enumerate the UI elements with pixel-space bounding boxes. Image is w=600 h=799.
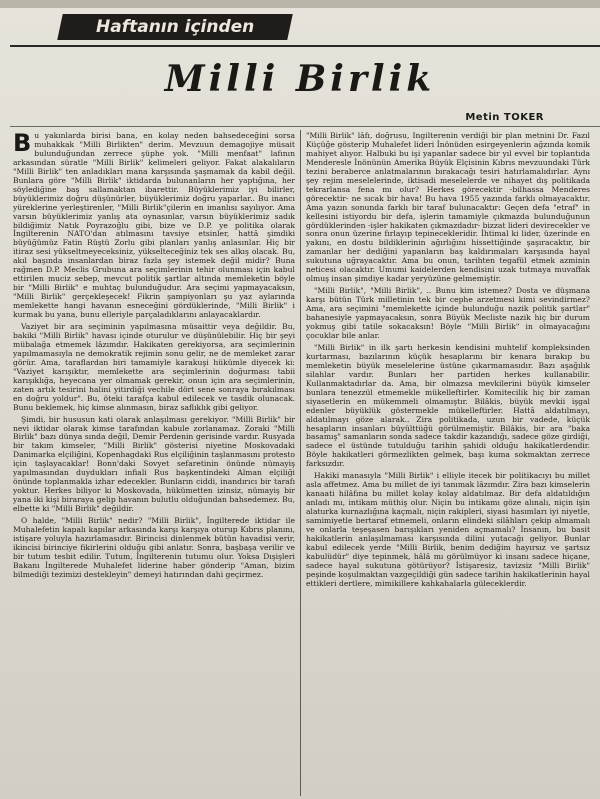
paragraph: "Milli Birlik" lâfı, doğrusu, İngilterenin verdiği bir plan metnini Dr. Fazıl Küçüğe gösterip Muhalefet lideri İnönüden esirgeyenlerin ağzında komik mahiyet alıyor. Halbuki bu işi yapanlar sadece bir yıl evvel bir toplantıda Menderesle İnönünün Amerika Büyük Elçisinin Kıbrıs mevzuundaki Türk tezini beraberce anlatmalarının bırakacağı tesiri hatırlamalıdırlar. Aynı şey rejim meselelerinde, iktisadi meselelerde ve nihayet dış politikada tekrarlansa fena mı olur? Herkes görecektir -bilhassa Menderes görecektir- ne sıcak bir hava! Bu hava 1955 yazında farklı olmayacaktır. Ama yazın sonunda farklı bir taraf bulunacaktır: Geçen defa "etraf" in kellesini istiyordu bir defa, işlerin tamamiyle çıkmazda bulunduğunun gördüklerinden -işler hakikaten çıkmazdadır- bizzat lideri devirecekler ve sonra onun üzerine fırlayıp tepinecekleridir. İhtimal ki lider, üzerinde en yakını, en dostu bildiklerinin ağırlığını hissettiğinde şaşıracaktır, bir zamanlar her dediğini yapanların baş kaldırımaları karşısında hayal sukutuna uğrayacaktır. Ama bu onun, tarihten tegafül etmek azminin neticesi olacaktır. Umumi kaidelerden kendisini uzak tutmaya muvaffak olmuş insan şimdiye kadar yeryüzüne gelmemiştir. <box>306 132 590 284</box>
paragraph: "Milli Birlik" in ilk şartı herkesin kendisini muhtelif kompleksinden kurtarması, bazılarının küçük hesaplarını bir kenara bırakıp bu memleketin büyük meselelerine üstüne çıkarmamasıdır. Bazı aşağılık silahlar vardır. Bunları her partiden herkes kullanabilir. Kullanmaktadırlar da. Ama, bir olmazsa mevkilerini büyük kimseler bunlara tenezzül etmemekle mükelleftirler. Komitecilik hiç bir zaman siyasetlerin en mükemmeli olmamıştır. Bilâkis, büyük mevkii işgal edenler büyüklük göstermekle mükelleftirler. Hattâ aldatılmayı, aldatılmayı göze alarak.. Zira politikada, uzun bir vadede, küçük hesapların insanları büyülttüğü görülmemiştir. Bilâkis, bir ara "baka basamış" samanların sonda sadece takdir kazandığı, sadece göze girdiği, sadece el üstünde tutulduğu tarihin şahidi olduğu hakikatlerdendir. Böyle hakikatleri görmezlikten gelmek, başı kuma sokmaktan zerrece farksızdır. <box>306 342 590 469</box>
section-label <box>57 14 293 40</box>
column-divider <box>300 130 301 796</box>
left-column <box>13 132 295 796</box>
header-rule <box>10 45 600 47</box>
paragraph: "Milli Birlik", "Milli Birlik", .. Bunu kim istemez? Dosta ve düşmana karşı bütün Türk milletinin tek bir cephe arzetmesi kimi sevindirmez? Ama, ara seçimini "memlekette içinde bulunduğu nazik politik şartlar" bahanesiyle yapmayacaksın, sonra Büyük Mecliste nazik hiç bir durum yokmuş gibi tatile sokacaksın! Böyle "Milli Birlik" in olmayacağını çocuklar bile anlar. <box>306 286 590 340</box>
paragraph: Hakiki manasıyla "Milli Birlik" i elliyle itecek bir politikacıyı bu millet asla affetmez. Ama bu millet de iyi tanımak lâzımdır. Zira bazı kimselerin kanaati hilâfına bu millet kolay kolay aldatılmaz. Bir defa aldatıldığın anladı mı, intikam müthiş olur. Niçin bu intikamı göze alınalı, niçin işin alaturka kurnazlığına kaçmalı, niçin rakipleri, siyasi hasımları iyi niyetle, samimiyetle bertaraf etmemeli, onların elindeki silâhları çekip almamalı ve onlarla teşeşasen barışıkları yeniden açmamalı? İnsanın, bu basit hakikatlerin anlaşılmaması karşısında dilini yutacağı geliyor. Bunlar kabul edilecek yerde "Milli Birlik, benim dediğim hayırsız ve şartsız kabulüdür" diye tepinmek, hâlâ mı görülmüyor ki insanı sadece hiçane, sadece hayal sukutuna götürüyor? İstişaresiz, tavizsiz "Milli Birlik" peşinde koşulmaktan vazgeçildiği gün sadece tarihin hakikatlerinin hayal ettikleri dertlere, mimikillere kahkahalarla güleceklerdir. <box>306 471 590 588</box>
top-band <box>0 0 600 8</box>
author-byline: Metin TOKER <box>465 112 544 123</box>
paragraph: O halde, "Milli Birlik" nedir? "Milli Birlik", İngilterede iktidar ile Muhalefetin kapalı kapılar arkasında karşı karşıya oturup Kıbrıs planını, istişare yoluyla hazırlamasıdır. Birincisi dinlenmek bütün havadisi verir, ikincisi birinciye fikirlerini olduğu gibi anlatır. Sonra, başbaşa verilir ve bir tutum tesbit edilir. Tutum, İngilterenin tutumu olur. Yoksa Dışişleri Bakanı İngilterede Muhalefet liderine haber gönderip "Aman, bizim bilmediği tezimizi destekleyin" demeyi hatırından dahi geçirmez. <box>13 516 295 579</box>
opening-paragraph <box>13 132 295 320</box>
opening-text: u yakınlarda birisi bana, en kolay neden bahsedeceğini sorsa muhakkak "Milli Birlikten" derim. Mevzuun demagojiye müsait bulunduğundan zerrece şüphe yok. "Milli menfaat" lafının arkasından süratle "Milli Birlik" kelimeleri geliyor. Fakat alakalıların "Milli Birlik" ten anladıkları mana karşısında şaşmamak da kabil değil. Bunlara göre "Milli Birlik" iktidarda bulunanların her yaptığına, her söylediğine baş sallamaktan ibarettir. Büyüklerimiz iyi bilirler, büyüklerimiz doğru düşünürler, büyüklerimiz doğru yaparlar.. Bu inancı yüreklerine yerleştirenler, "Milli Birlik"çilerin en imanlısı sayılıyor. Ama varsın büyüklerimiz yanlış ata oynasınlar, varsın büyüklerimiz sadık bildiğimiz Natık Poyrazoğlu gibi, bize ve D.P. ye politika olarak İngilterenin NATO'dan atılmasını tavsiye etsinler, hattâ şimdiki büyüğümüz Fatin Rüştü Zorlu gibi planları yanlış anlasınlar. Hiç bir itiraz sesi yükseltmeyeceksiniz, yükselteceğiniz tek ses alkış olacak. Bu, akıl başında insanlardan biraz fazla şey istemek değil midir? Buna rağmen D.P. Meclis Grubuna ara seçimlerinin tehir olunması için kabul ettirilen muciz sebep, mevcut politik şartlar altında memleketin böyle bir "Milli Birlik" e muhtaç bulunduğudur. Ara seçimi yapmayacaksın, "Milli Birlik" gerçekleşecek! Fikrin şampiyonları şu yaz aylarında memlekette hangi havanın esneceğini gördüklerinde, "Milli Birlik" i kurmak bu yana, bunu elleriyle parçaladıklarını anlayacaklardır. <box>13 132 295 320</box>
headline: Milli Birlik <box>164 58 436 100</box>
section-label-text: Haftanın içinden <box>95 17 255 37</box>
byline-rule <box>10 126 600 127</box>
paragraph: Vaziyet bir ara seçiminin yapılmasına müsaittir veya değildir. Bu, bakiki "Milli Birlik" havası içinde oturulur ve düşünülebilir. Hiç bir şeyi mübalağa etmemek lâzımdır. Hakikaten gerekiyorsa, ara seçimlerinin yapılmamasıyla ne demokratik rejimin sonu gelir, ne de memleket zarar görür. Ama, taraflardan biri tamamiyle karakuşi hükümle diyecek ki: "Vaziyet karışıktır, memlekette ara seçimlerinin doğurması tabii karışıklığa, heyecana yer olmamak gerekir, onun için ara seçimlerinin, zaten artık tesirini halini yitirdiği vechile dört sene sonraya bırakılması en doğru yoldur". Bu, öteki tarafça kabul edilecek ve tasdik olunacak. Bunu beklemek, hiç kimse alınmasın, biraz saflıklık gibi geliyor. <box>13 322 295 412</box>
right-column <box>306 132 590 796</box>
paragraph: Şimdi, bir hususun kati olarak anlaşılması gerekiyor. "Milli Birlik" bir nevi iktidar olarak kimse tarafından kabule zorlanamaz. Zoraki "Milli Birlik" bazı dünya sında değil, Demir Perdenin gerisinde vardır. Rusyada bir takım kimseler, "Milli Birlik" gösterisi niyetine Moskovadaki Danimarka elçiliğini, Kopenhagdaki Rus elçiliğinin taşlanmasını protesto için taşlayacaklar! Bonn'daki Sovyet sefaretinin önünde nümayiş yapılmasından duydukları infiali Rus başkentindeki Alman elçiliği önünde toplanmakla izhar edecekler. Bunların ciddi, inandırıcı bir tarafı yoktur. Herkes biliyor ki Moskovada, hükümetten izinsiz, nümayiş bir yana iki kişi biraraya gelip havanın bulutlu olduğundan bahsedemez. Bu, elbette ki "Milli Birlik" değildir. <box>13 414 295 514</box>
drop-cap: B <box>13 132 32 157</box>
